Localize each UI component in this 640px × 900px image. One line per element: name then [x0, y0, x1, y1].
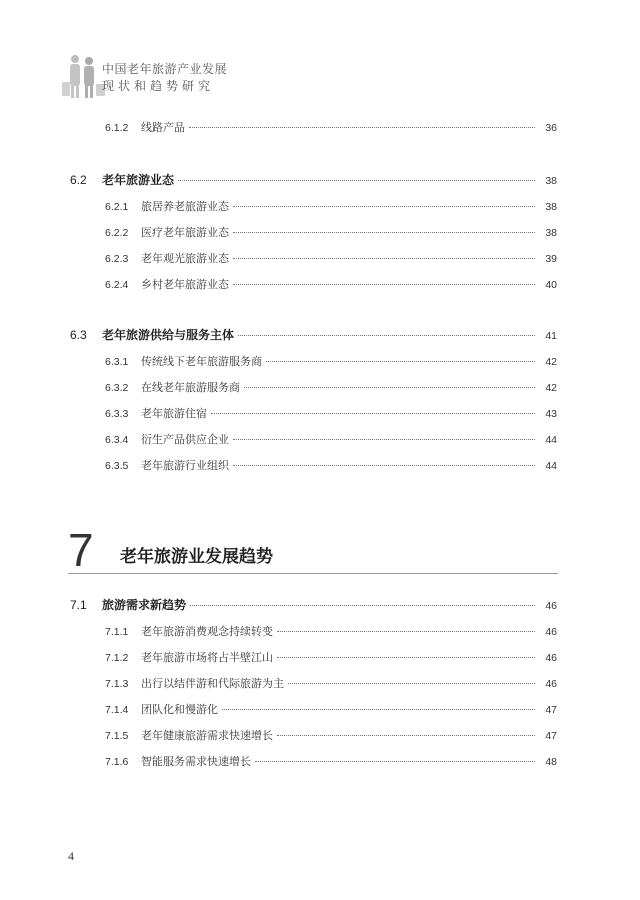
entry-page: 43 [545, 408, 557, 420]
section-number: 6.2 [70, 173, 87, 187]
toc-entry[interactable] [105, 431, 557, 447]
leader-dots [233, 465, 535, 466]
entry-number: 7.1.2 [105, 652, 129, 664]
toc-entry[interactable] [105, 379, 557, 395]
entry-title: 老年旅游住宿 [141, 407, 207, 420]
entry-page: 39 [545, 253, 557, 265]
leader-dots [189, 127, 535, 128]
entry-title: 老年旅游市场将占半壁江山 [141, 651, 273, 664]
toc-entry[interactable] [105, 727, 557, 743]
entry-page: 48 [545, 756, 557, 768]
section-page: 38 [545, 175, 557, 187]
entry-title: 旅居养老旅游业态 [141, 200, 229, 213]
entry-number: 6.2.2 [105, 227, 129, 239]
running-header [60, 52, 360, 102]
toc-section[interactable] [70, 171, 557, 188]
leader-dots [238, 335, 535, 336]
toc-entry[interactable] [105, 623, 557, 639]
page-number: 4 [68, 849, 74, 863]
entry-title: 在线老年旅游服务商 [141, 381, 240, 394]
leader-dots [190, 605, 535, 606]
toc-entry[interactable] [105, 701, 557, 717]
toc-entry[interactable] [105, 276, 557, 292]
entry-page: 47 [545, 730, 557, 742]
entry-number: 7.1.5 [105, 730, 129, 742]
leader-dots [233, 206, 535, 207]
entry-page: 46 [545, 678, 557, 690]
entry-title: 老年旅游消费观念持续转变 [141, 625, 273, 638]
leader-dots [233, 284, 535, 285]
entry-page: 46 [545, 626, 557, 638]
section-title: 老年旅游业态 [102, 173, 175, 187]
section-title: 老年旅游供给与服务主体 [102, 328, 235, 342]
toc-entry[interactable] [105, 753, 557, 769]
leader-dots [233, 232, 535, 233]
leader-dots [277, 657, 535, 658]
toc-entry[interactable] [105, 250, 557, 266]
section-number: 7.1 [70, 598, 87, 612]
leader-dots [211, 413, 535, 414]
chapter-number: 7 [68, 524, 94, 576]
entry-title: 乡村老年旅游业态 [141, 278, 229, 291]
entry-number: 6.3.4 [105, 434, 129, 446]
entry-title: 出行以结伴游和代际旅游为主 [141, 677, 284, 690]
entry-number: 7.1.6 [105, 756, 129, 768]
toc-entry[interactable] [105, 405, 557, 421]
entry-number: 6.3.1 [105, 356, 129, 368]
leader-dots [244, 387, 535, 388]
entry-title: 医疗老年旅游业态 [141, 226, 229, 239]
section-number: 6.3 [70, 328, 87, 342]
leader-dots [255, 761, 535, 762]
leader-dots [233, 258, 535, 259]
leader-dots [222, 709, 535, 710]
toc-entry[interactable] [105, 675, 557, 691]
entry-title: 老年观光旅游业态 [141, 252, 229, 265]
leader-dots [266, 361, 535, 362]
entry-number: 6.1.2 [105, 122, 129, 134]
entry-page: 38 [545, 201, 557, 213]
entry-title: 团队化和慢游化 [141, 703, 218, 716]
entry-number: 6.3.2 [105, 382, 129, 394]
toc-entry[interactable] [105, 457, 557, 473]
entry-page: 36 [545, 122, 557, 134]
section-title: 旅游需求新趋势 [102, 598, 187, 612]
toc-entry[interactable] [105, 224, 557, 240]
toc-section[interactable] [70, 326, 557, 343]
chapter-title: 老年旅游业发展趋势 [120, 547, 273, 567]
section-page: 41 [545, 330, 557, 342]
entry-number: 7.1.3 [105, 678, 129, 690]
entry-page: 47 [545, 704, 557, 716]
entry-title: 老年旅游行业组织 [141, 459, 229, 472]
entry-title: 老年健康旅游需求快速增长 [141, 729, 273, 742]
entry-page: 44 [545, 434, 557, 446]
entry-page: 38 [545, 227, 557, 239]
entry-number: 6.3.3 [105, 408, 129, 420]
header-title-line1: 中国老年旅游产业发展 [102, 62, 228, 76]
toc-entry[interactable] [105, 198, 557, 214]
leader-dots [178, 180, 535, 181]
entry-number: 6.2.4 [105, 279, 129, 291]
chapter-heading[interactable] [68, 526, 558, 574]
entry-number: 6.3.5 [105, 460, 129, 472]
entry-page: 44 [545, 460, 557, 472]
entry-title: 衍生产品供应企业 [141, 433, 229, 446]
entry-title: 传统线下老年旅游服务商 [141, 355, 262, 368]
entry-title: 智能服务需求快速增长 [141, 755, 251, 768]
toc-entry[interactable] [105, 353, 557, 369]
leader-dots [233, 439, 535, 440]
toc-entry[interactable] [105, 119, 557, 135]
entry-number: 7.1.4 [105, 704, 129, 716]
entry-number: 7.1.1 [105, 626, 129, 638]
entry-title: 线路产品 [141, 121, 185, 134]
section-page: 46 [545, 600, 557, 612]
leader-dots [277, 631, 535, 632]
toc-section[interactable] [70, 596, 557, 613]
entry-page: 42 [545, 382, 557, 394]
entry-page: 46 [545, 652, 557, 664]
elderly-travelers-icon [60, 52, 108, 100]
header-title-line2: 现状和趋势研究 [102, 79, 215, 93]
entry-number: 6.2.3 [105, 253, 129, 265]
leader-dots [288, 683, 535, 684]
toc-entry[interactable] [105, 649, 557, 665]
entry-page: 40 [545, 279, 557, 291]
entry-number: 6.2.1 [105, 201, 129, 213]
leader-dots [277, 735, 535, 736]
chapter-divider [68, 573, 558, 574]
entry-page: 42 [545, 356, 557, 368]
